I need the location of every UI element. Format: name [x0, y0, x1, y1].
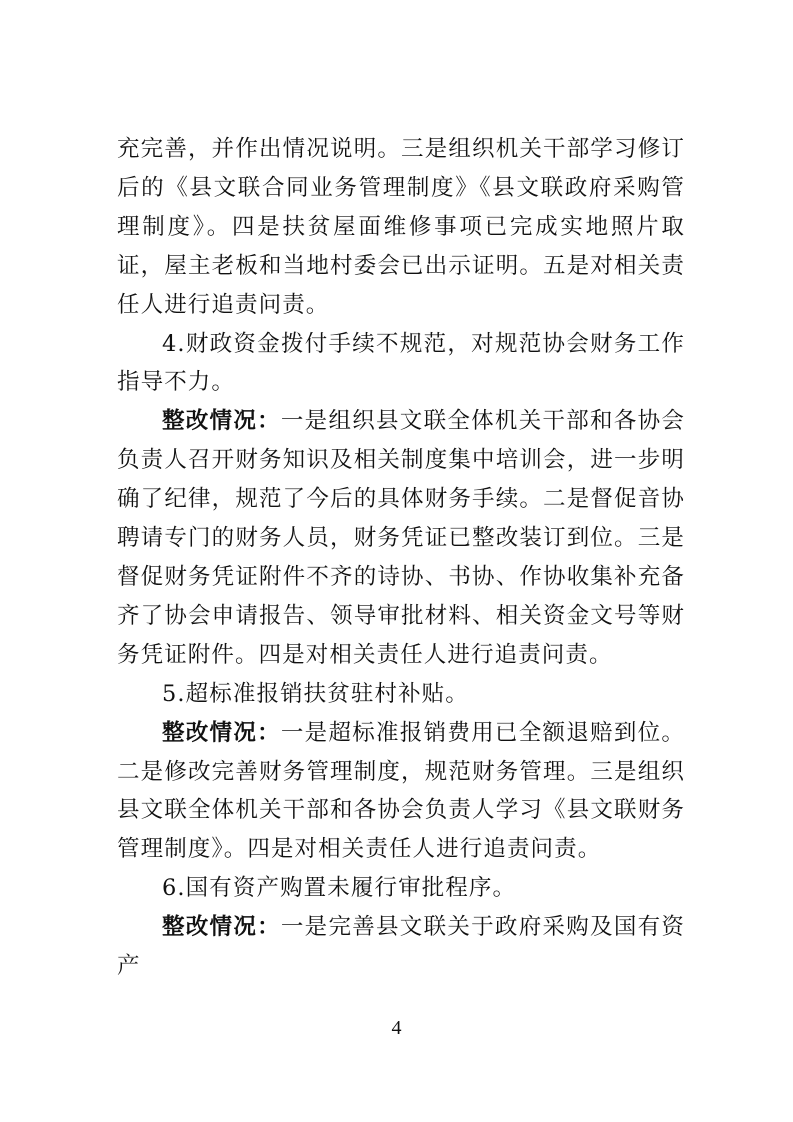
paragraph-continuation [117, 130, 685, 325]
paragraph-item-5-rectification [117, 714, 685, 870]
paragraph-item-4-rectification [117, 402, 685, 674]
page-number: 4 [391, 1017, 402, 1039]
paragraph-text: 5.超标准报销扶贫驻村补贴。 [162, 680, 469, 707]
paragraph-item-6-rectification [117, 908, 685, 986]
rectification-label: 整改情况： [162, 914, 281, 941]
rectification-label: 整改情况： [162, 408, 281, 435]
document-body [117, 130, 685, 986]
paragraph-item-4-heading [117, 325, 685, 403]
paragraph-text: 一是组织县文联全体机关干部和各协会负责人召开财务知识及相关制度集中培训会，进一步明确了纪律，规范了今后的具体财务手续。二是督促音协聘请专门的财务人员，财务凭证已整改装订到位。三是督促财务凭证附件不齐的诗协、书协、作协收集补充备齐了协会申请报告、领导审批材料、相关资金文号等财务凭证附件。四是对相关责任人进行追责问责。 [117, 408, 685, 668]
paragraph-text: 一是完善县文联关于政府采购及国有资产 [117, 914, 685, 980]
rectification-label: 整改情况： [162, 719, 281, 746]
paragraph-text: 6.国有资产购置未履行审批程序。 [162, 875, 517, 902]
paragraph-item-6-heading [117, 869, 685, 908]
paragraph-item-5-heading [117, 675, 685, 714]
paragraph-text: 4.财政资金拨付手续不规范，对规范协会财务工作指导不力。 [117, 330, 685, 396]
paragraph-text: 充完善，并作出情况说明。三是组织机关干部学习修订后的《县文联合同业务管理制度》《县文联政府采购管理制度》。四是扶贫屋面维修事项已完成实地照片取证，屋主老板和当地村委会已出示证明。五是对相关责任人进行追责问责。 [117, 136, 685, 318]
paragraph-text: 一是超标准报销费用已全额退赔到位。二是修改完善财务管理制度，规范财务管理。三是组织县文联全体机关干部和各协会负责人学习《县文联财务管理制度》。四是对相关责任人进行追责问责。 [117, 719, 685, 863]
